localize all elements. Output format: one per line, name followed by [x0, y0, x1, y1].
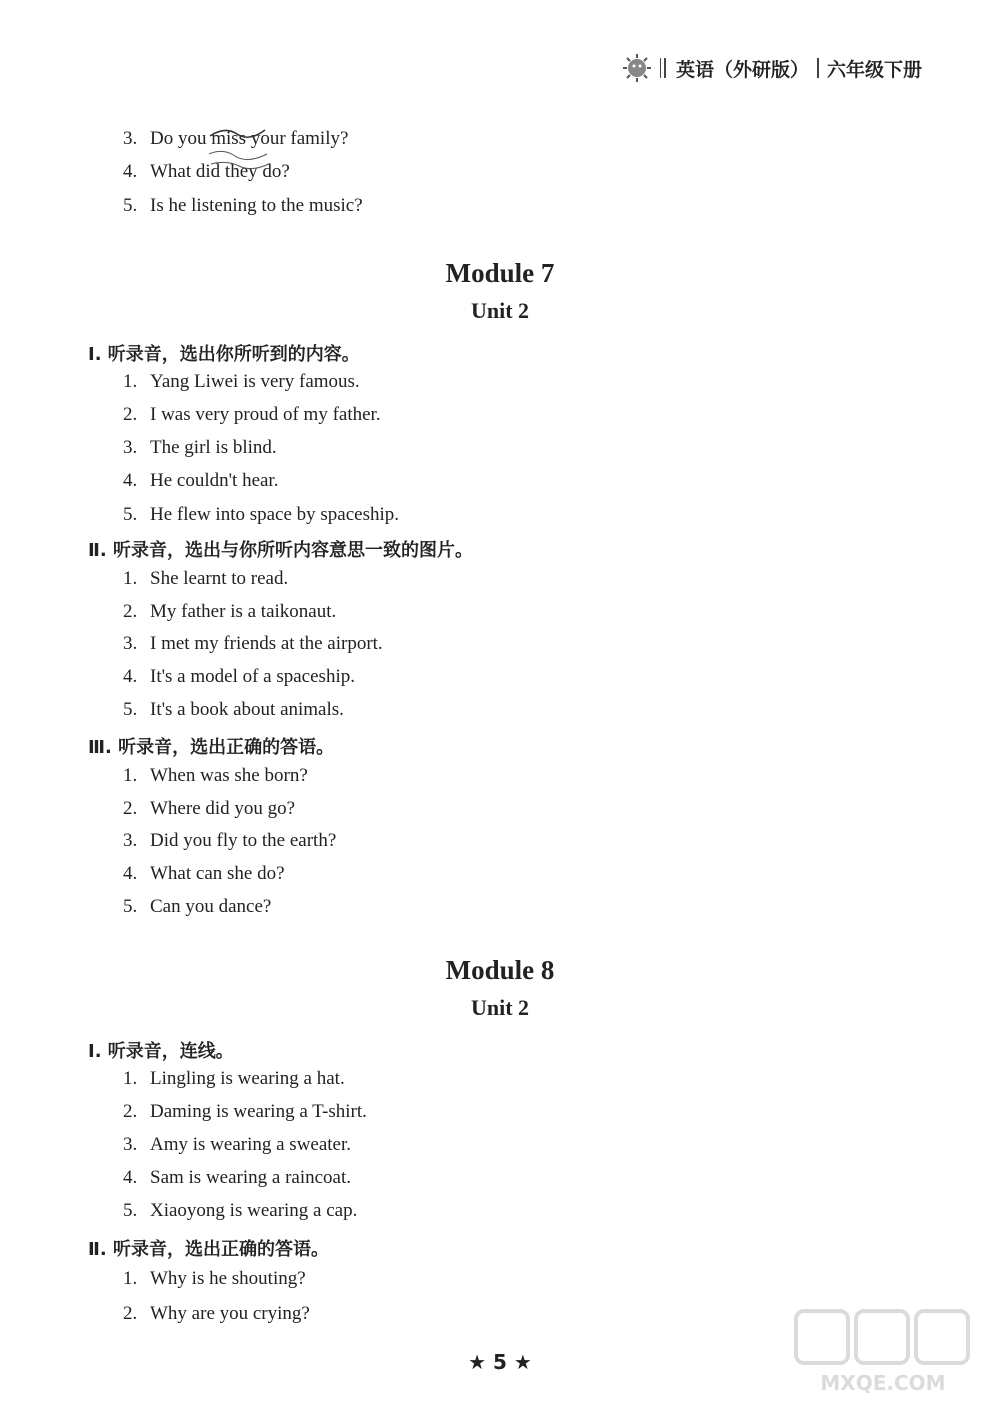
- list-item: 2. Daming is wearing a T-shirt.: [123, 1101, 367, 1122]
- list-item: 1. Why is he shouting?: [123, 1268, 306, 1289]
- list-item: 3. I met my friends at the airport.: [123, 633, 383, 654]
- mascot-logo-icon: [620, 53, 654, 83]
- unit-title: Unit 2: [470, 298, 530, 323]
- list-item: 3. The girl is blind.: [123, 437, 277, 458]
- watermark-logo: [788, 1306, 978, 1396]
- list-item: 4. What did they do?: [123, 161, 290, 182]
- section-heading: Ⅱ. 听录音，选出正确的答语。: [88, 1239, 329, 1260]
- list-item: 4. It's a model of a spaceship.: [123, 666, 355, 687]
- svg-text:MXQE.COM: MXQE.COM: [820, 1371, 946, 1395]
- list-item: 2. Why are you crying?: [123, 1303, 310, 1324]
- header-grade: 六年级下册: [826, 58, 922, 81]
- list-item: 4. He couldn't hear.: [123, 470, 279, 491]
- list-item: 2. My father is a taikonaut.: [123, 601, 337, 622]
- page-number: ★ 5 ★: [468, 1350, 532, 1374]
- list-item: 5. Xiaoyong is wearing a cap.: [123, 1200, 358, 1221]
- section-heading: Ⅲ. 听录音，选出正确的答语。: [88, 737, 335, 758]
- section-heading: Ⅰ. 听录音，连线。: [88, 1041, 234, 1062]
- module-title: Module 8: [445, 955, 555, 985]
- handwritten-scribble: [205, 124, 275, 174]
- list-item: 3. Do you miss your family?: [123, 128, 349, 149]
- list-item: 1. She learnt to read.: [123, 568, 289, 589]
- list-item: 1. When was she born?: [123, 765, 308, 786]
- page-header: [620, 50, 922, 86]
- list-item: 1. Yang Liwei is very famous.: [123, 371, 360, 392]
- list-item: 2. Where did you go?: [123, 798, 296, 819]
- header-subject: 英语（外研版）: [675, 58, 809, 81]
- section-heading: Ⅰ. 听录音，选出你所听到的内容。: [88, 344, 360, 365]
- list-item: 5. Is he listening to the music?: [123, 195, 363, 216]
- list-item: 4. What can she do?: [123, 863, 285, 884]
- list-item: 5. It's a book about animals.: [123, 699, 344, 720]
- list-item: 5. He flew into space by spaceship.: [123, 504, 400, 525]
- list-item: 4. Sam is wearing a raincoat.: [123, 1167, 352, 1188]
- list-item: 5. Can you dance?: [123, 896, 272, 917]
- section-heading: Ⅱ. 听录音，选出与你所听内容意思一致的图片。: [88, 540, 473, 561]
- list-item: 3. Did you fly to the earth?: [123, 830, 337, 851]
- module-title: Module 7: [445, 258, 555, 288]
- list-item: 1. Lingling is wearing a hat.: [123, 1068, 345, 1089]
- list-item: 2. I was very proud of my father.: [123, 404, 381, 425]
- unit-title: Unit 2: [470, 995, 530, 1020]
- header-divider: [817, 58, 819, 78]
- list-item: 3. Amy is wearing a sweater.: [123, 1134, 352, 1155]
- header-divider: [660, 58, 666, 78]
